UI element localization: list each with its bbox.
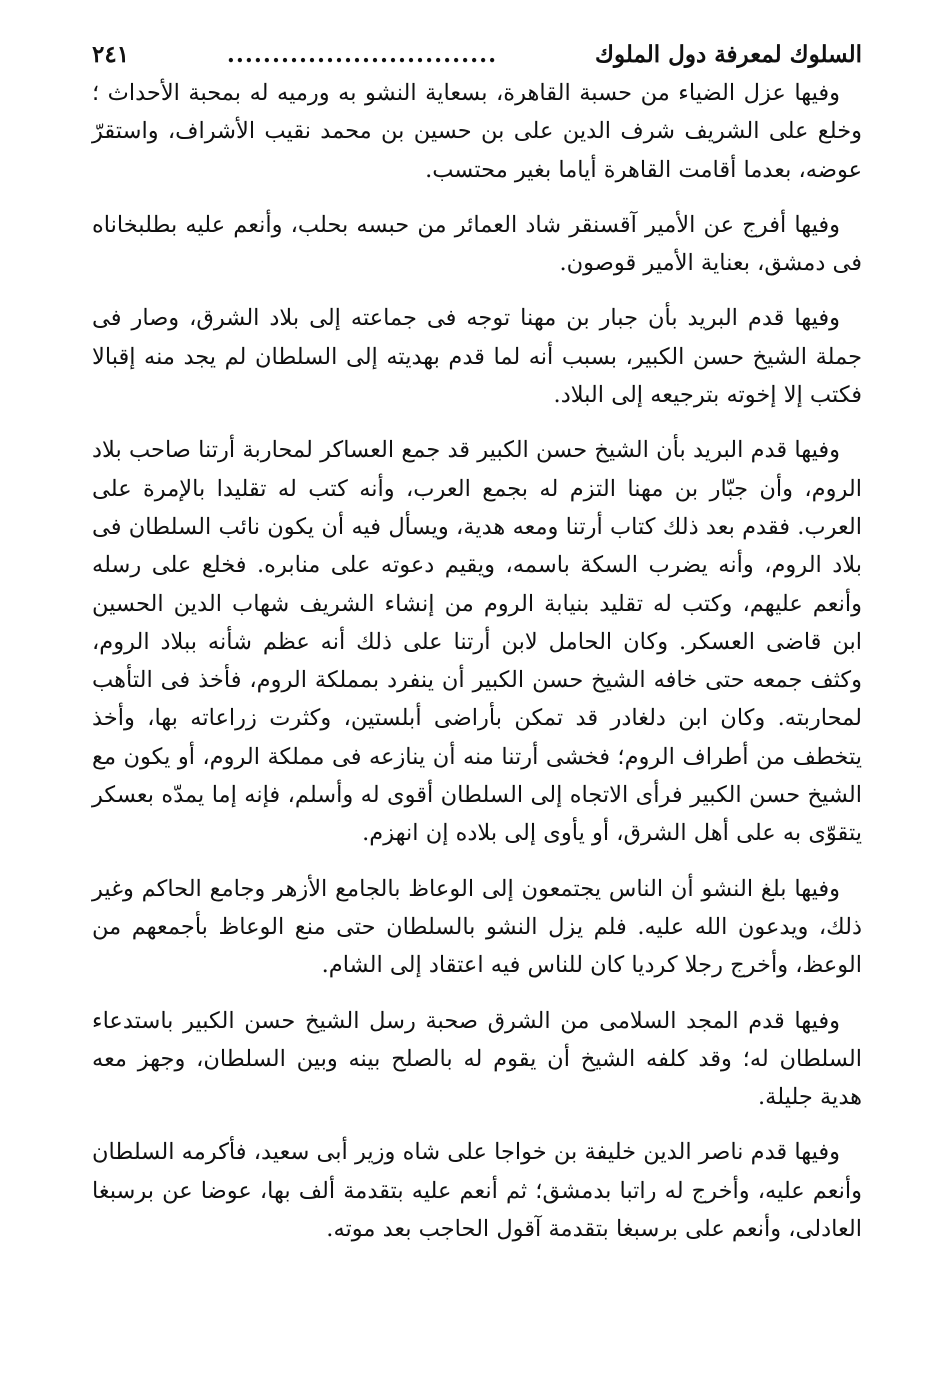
leader-dots: ..............................	[226, 41, 498, 68]
running-header	[92, 36, 862, 74]
paragraph: وفيها أفرج عن الأمير آقسنقر شاد العمائر من حبسه بحلب، وأنعم عليه بطلبخاناه فى دمشق، بعناية الأمير قوصون.	[92, 211, 862, 277]
paragraph: وفيها قدم ناصر الدين خليفة بن خواجا على شاه وزير أبى سعيد، فأكرمه السلطان وأنعم عليه، وأخرج له راتبا بدمشق؛ ثم أنعم عليه بتقدمة ألف بها، عوضا عن برسبغا العادلى، وأنعم على برسبغا بتقدمة آقول الحاجب بعد موته.	[92, 1139, 862, 1243]
paragraph: وفيها قدم البريد بأن الشيخ حسن الكبير قد جمع العساكر لمحاربة أرتنا صاحب بلاد الروم، وأن جبّار بن مهنا التزم له بجمع العرب، وأنه كتب له تقليدا بالإمرة على العرب. فقدم بعد ذلك كتاب أرتنا ومعه هدية، ويسأل فيه أن يكون نائب السلطان فى بلاد الروم، وأنه يضرب السكة باسمه، ويقيم دعوته على منابره. فخلع على رسله وأنعم عليهم، وكتب له تقليد بنيابة الروم من إنشاء الشريف شهاب الدين الحسين ابن قاضى العسكر. وكان الحامل لابن أرتنا على ذلك أنه عظم شأنه ببلاد الروم، وكثف جمعه حتى خافه الشيخ حسن الكبير أن ينفرد بمملكة الروم، فأخذ فى التأهب لمحاربته. وكان ابن دلغادر قد تمكن بأراضى أبلستين، وكثرت زراعاته بها، وأخذ يتخطف من أطراف الروم؛ فخشى أرتنا منه أن ينازعه فى مملكة الروم، أو يكون مع الشيخ حسن الكبير فرأى الاتجاه إلى السلطان أقوى له وأسلم، فإنه إما يمدّه بعسكر يتقوّى به على أهل الشرق، أو يأوى إلى بلاده إن انهزم.	[92, 437, 862, 847]
paragraph: وفيها بلغ النشو أن الناس يجتمعون إلى الوعاظ بالجامع الأزهر وجامع الحاكم وغير ذلك، ويدعون الله عليه. فلم يزل النشو بالسلطان حتى منع الوعاظ بأجمعهم من الوعظ، وأخرج رجلا كرديا كان للناس فيه اعتقاد إلى الشام.	[92, 875, 862, 979]
book-page	[92, 36, 862, 1356]
paragraph: وفيها قدم المجد السلامى من الشرق صحبة رسل الشيخ حسن الكبير باستدعاء السلطان له؛ وقد كلفه الشيخ أن يقوم له بالصلح بينه وبين السلطان، وجهز معه هدية جليلة.	[92, 1007, 862, 1111]
page-body	[92, 74, 862, 1248]
running-title: السلوك لمعرفة دول الملوك	[594, 41, 862, 68]
page-number: ٢٤١	[92, 41, 130, 68]
paragraph: وفيها عزل الضياء من حسبة القاهرة، بسعاية النشو به ورميه له بمحبة الأحداث ؛ وخلع على الشريف شرف الدين على بن حسين بن محمد نقيب الأشراف، واستقرّ عوضه، بعدما أقامت القاهرة أياما بغير محتسب.	[92, 80, 862, 183]
paragraph: وفيها قدم البريد بأن جبار بن مهنا توجه فى جماعته إلى بلاد الشرق، وصار فى جملة الشيخ حسن الكبير، بسبب أنه لما قدم بهديته إلى السلطان لم يجد منه إقبالا فكتب إلا إخوته بترجيعه إلى البلاد.	[92, 305, 862, 409]
